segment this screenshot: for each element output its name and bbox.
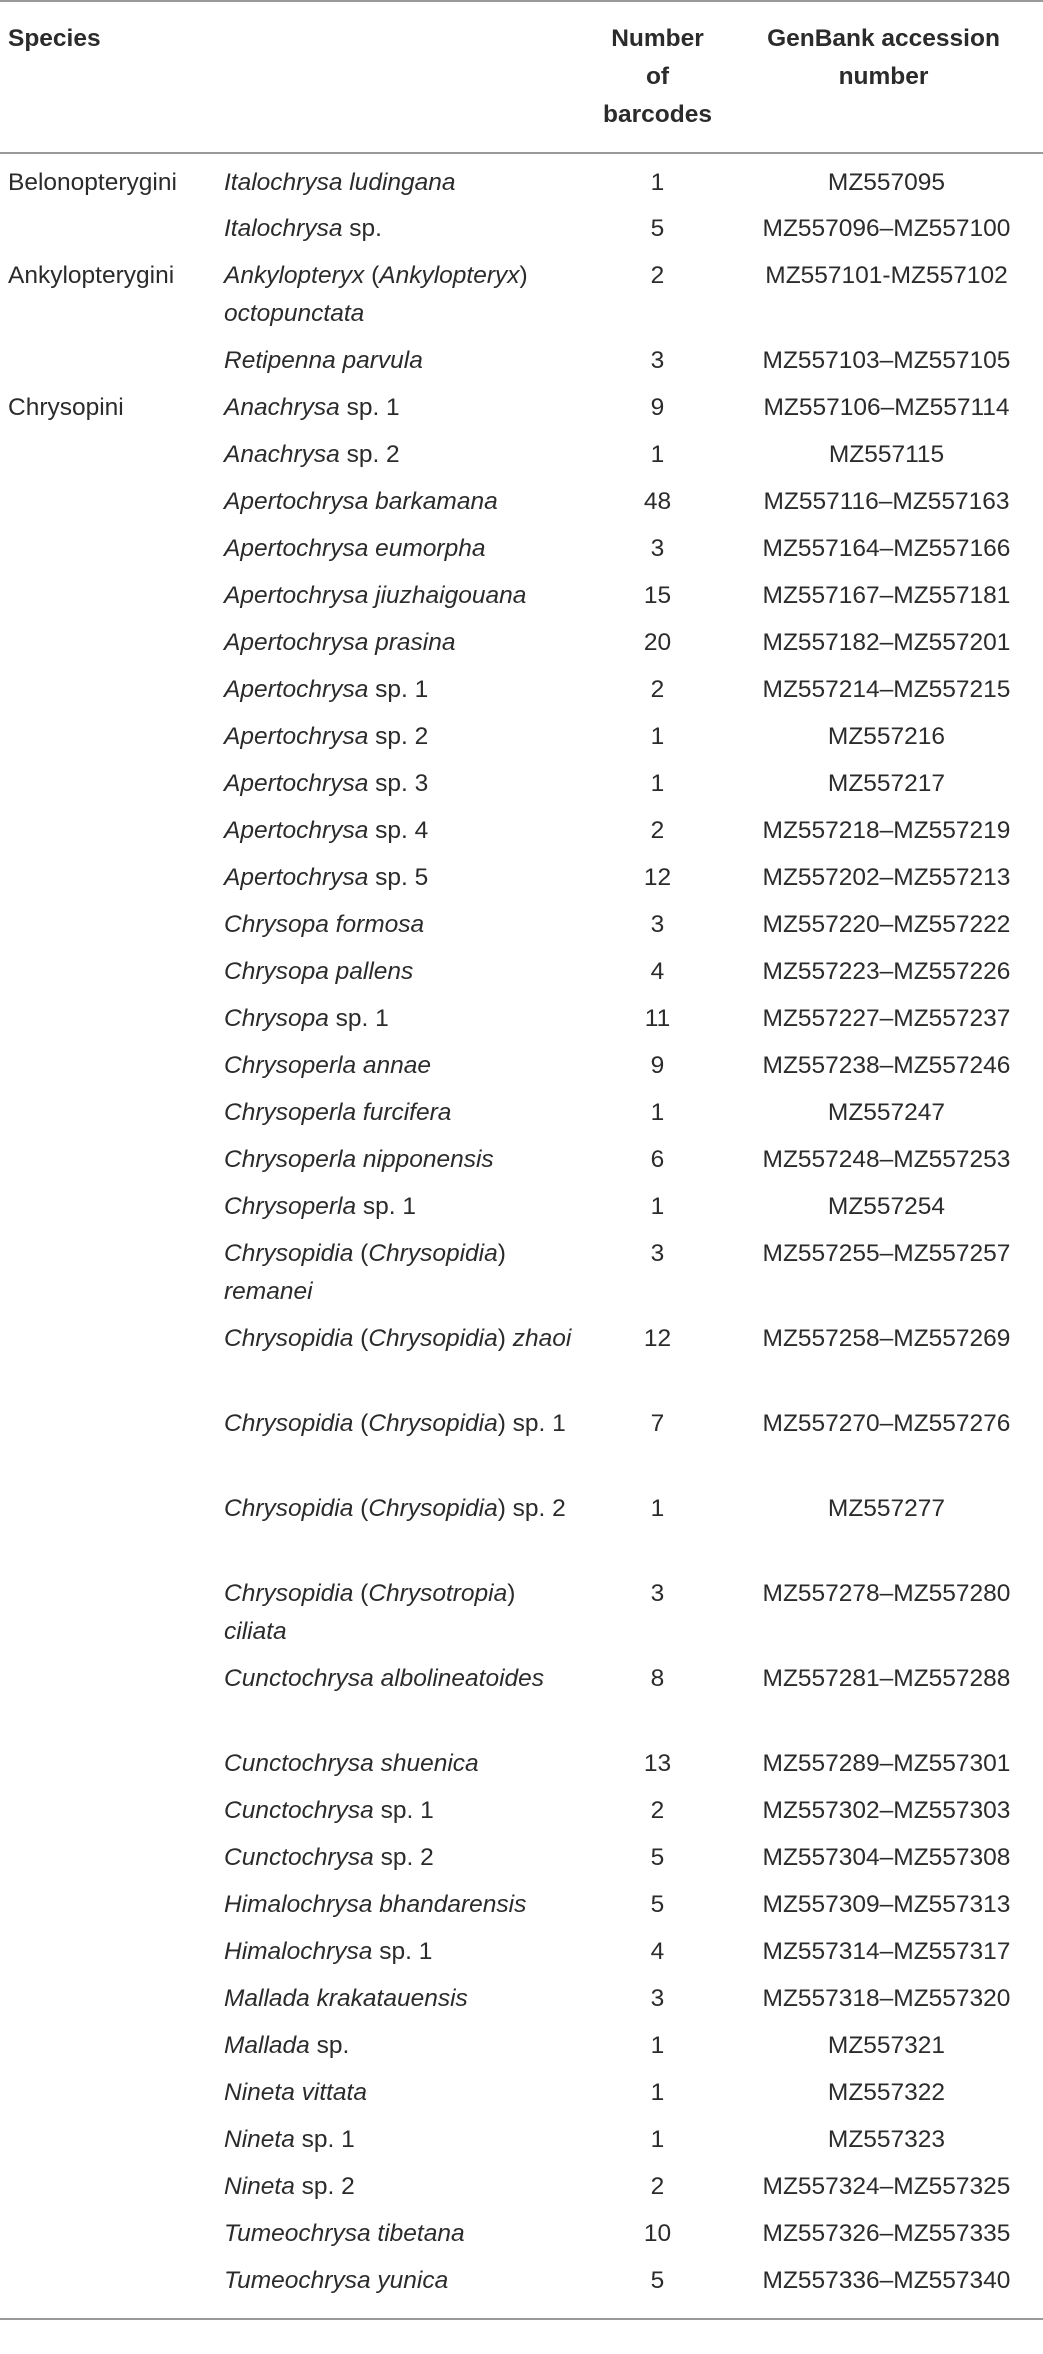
tribe-cell	[0, 718, 222, 765]
species-name-italic: Chrysopidia	[368, 1495, 498, 1522]
table-row	[0, 1745, 1043, 1792]
table-row	[0, 1047, 1043, 1094]
species-name-italic: Italochrysa	[224, 215, 343, 242]
species-name-italic: Himalochrysa bhandarensis	[224, 1891, 527, 1918]
species-name-italic: Tumeochrysa yunica	[224, 2267, 449, 2294]
tribe-cell	[0, 530, 222, 577]
species-cell	[222, 257, 585, 342]
species-name-text: sp.	[309, 2032, 350, 2059]
species-cell	[222, 2262, 585, 2319]
barcode-count-cell: 5	[650, 1891, 665, 1918]
accession-cell: MZ557304–MZ557308	[762, 1844, 1011, 1871]
species-name-italic: Ankylopteryx	[224, 262, 365, 289]
table-row	[0, 1980, 1043, 2027]
species-cell	[222, 1047, 585, 1094]
barcode-count-cell: 12	[643, 864, 672, 891]
species-cell	[222, 1933, 585, 1980]
tribe-cell	[0, 953, 222, 1000]
barcode-count-cell: 6	[650, 1146, 665, 1173]
accession-cell: MZ557255–MZ557257	[762, 1240, 1011, 1267]
table-row	[0, 718, 1043, 765]
species-name-italic: Himalochrysa	[224, 1938, 373, 1965]
accession-cell: MZ557314–MZ557317	[762, 1938, 1011, 1965]
barcode-count-cell: 1	[650, 1495, 665, 1522]
accession-cell: MZ557202–MZ557213	[762, 864, 1011, 891]
table-row	[0, 1792, 1043, 1839]
table-row	[0, 953, 1043, 1000]
barcode-count-cell: 4	[650, 958, 665, 985]
accession-cell: MZ557182–MZ557201	[762, 629, 1011, 656]
barcode-count-cell: 1	[650, 723, 665, 750]
barcode-count-cell: 1	[650, 770, 665, 797]
accession-cell: MZ557106–MZ557114	[763, 394, 1010, 421]
accession-cell: MZ557321	[827, 2032, 946, 2059]
tribe-cell	[0, 1660, 222, 1745]
tribe-cell: Chrysopini	[8, 394, 124, 421]
species-name-italic: Apertochrysa	[224, 770, 369, 797]
species-name-text: sp. 4	[368, 817, 429, 844]
accession-cell: MZ557116–MZ557163	[763, 488, 1010, 515]
table-row	[0, 483, 1043, 530]
species-cell	[222, 210, 585, 257]
barcode-count-cell: 5	[650, 1844, 665, 1871]
tribe-cell	[0, 1141, 222, 1188]
species-cell	[222, 2074, 585, 2121]
tribe-cell	[0, 1320, 222, 1405]
tribe-cell	[0, 1933, 222, 1980]
species-cell	[222, 859, 585, 906]
table-row	[0, 1839, 1043, 1886]
barcode-count-cell: 3	[650, 347, 665, 374]
species-cell	[222, 765, 585, 812]
species-name-italic: Chrysoperla furcifera	[224, 1099, 452, 1126]
accession-cell: MZ557214–MZ557215	[762, 676, 1011, 703]
species-name-text: sp. 1	[339, 394, 400, 421]
accession-cell: MZ557258–MZ557269	[762, 1325, 1011, 1352]
table-row	[0, 1141, 1043, 1188]
accession-cell: MZ557309–MZ557313	[762, 1891, 1011, 1918]
species-cell	[222, 1490, 585, 1575]
species-cell	[222, 2215, 585, 2262]
table-row	[0, 1235, 1043, 1320]
table-row	[0, 153, 1043, 210]
species-cell	[222, 953, 585, 1000]
species-name-text: sp. 1	[368, 676, 429, 703]
species-name-italic: octopunctata	[224, 300, 365, 327]
species-name-italic: Ankylopteryx	[379, 262, 520, 289]
table-row	[0, 1490, 1043, 1575]
table-row	[0, 436, 1043, 483]
accession-cell: MZ557101-MZ557102	[765, 262, 1008, 289]
accession-cell: MZ557248–MZ557253	[762, 1146, 1011, 1173]
barcode-count-cell: 48	[643, 488, 672, 515]
species-name-text: sp.	[342, 215, 382, 242]
tribe-cell	[0, 1490, 222, 1575]
tribe-cell	[0, 1839, 222, 1886]
species-cell	[222, 436, 585, 483]
barcode-count-cell: 2	[650, 2173, 665, 2200]
table-row	[0, 2121, 1043, 2168]
barcode-count-cell: 1	[650, 2079, 665, 2106]
barcode-count-cell: 20	[643, 629, 672, 656]
species-name-italic: Apertochrysa	[224, 723, 369, 750]
header-genbank-accession	[730, 1, 1043, 153]
species-name-text: )	[497, 1325, 513, 1352]
tribe-cell	[0, 2121, 222, 2168]
species-name-text: )	[519, 262, 528, 289]
species-name-italic: Cunctochrysa albolineatoides	[224, 1665, 545, 1692]
header-number-of-barcodes	[585, 1, 730, 153]
species-name-text: sp. 1	[328, 1005, 389, 1032]
table-row	[0, 624, 1043, 671]
accession-cell: MZ557323	[827, 2126, 946, 2153]
species-name-text: sp. 1	[373, 1797, 434, 1824]
species-cell	[222, 1886, 585, 1933]
tribe-cell	[0, 1047, 222, 1094]
table-row	[0, 671, 1043, 718]
species-name-text: sp. 2	[368, 723, 429, 750]
tribe-cell	[0, 2262, 222, 2319]
species-name-text: sp. 2	[339, 441, 400, 468]
species-name-italic: zhaoi	[512, 1325, 572, 1352]
tribe-cell	[0, 859, 222, 906]
species-name-text: (	[353, 1240, 369, 1267]
species-cell	[222, 1660, 585, 1745]
species-name-italic: Mallada	[224, 2032, 310, 2059]
table-body	[0, 153, 1043, 2319]
header-number-line-2: of	[645, 63, 670, 90]
species-name-italic: Chrysoperla annae	[224, 1052, 432, 1079]
species-name-italic: Apertochrysa	[224, 817, 369, 844]
barcode-count-cell: 4	[650, 1938, 665, 1965]
accession-cell: MZ557164–MZ557166	[762, 535, 1011, 562]
species-name-text: sp. 1	[372, 1938, 433, 1965]
barcode-count-cell: 3	[650, 911, 665, 938]
tribe-cell	[0, 812, 222, 859]
accession-cell: MZ557336–MZ557340	[730, 2262, 1043, 2319]
tribe-cell	[0, 765, 222, 812]
species-name-text: )	[497, 1240, 506, 1267]
species-name-italic: Chrysopa pallens	[224, 958, 414, 985]
tribe-cell	[0, 342, 222, 389]
barcode-count-cell: 2	[650, 262, 665, 289]
barcode-count-cell: 3	[650, 1985, 665, 2012]
species-name-italic: Chrysotropia	[368, 1580, 508, 1607]
barcode-count-cell: 15	[643, 582, 672, 609]
table-row	[0, 210, 1043, 257]
species-cell	[222, 2121, 585, 2168]
species-name-italic: Retipenna parvula	[224, 347, 423, 374]
species-name-italic: Chrysopidia	[368, 1410, 498, 1437]
species-name-text: sp. 3	[368, 770, 429, 797]
table-row	[0, 1094, 1043, 1141]
tribe-cell	[0, 1792, 222, 1839]
table-row	[0, 906, 1043, 953]
species-name-italic: Chrysopidia	[224, 1580, 354, 1607]
barcode-count-cell: 9	[650, 394, 665, 421]
accession-cell: MZ557281–MZ557288	[762, 1665, 1011, 1692]
table-row	[0, 1886, 1043, 1933]
table-row	[0, 1320, 1043, 1405]
species-name-text: sp. 1	[356, 1193, 417, 1220]
tribe-cell	[0, 1188, 222, 1235]
table-header	[0, 1, 1043, 153]
barcode-count-cell: 10	[643, 2220, 672, 2247]
accession-cell: MZ557227–MZ557237	[762, 1005, 1011, 1032]
species-name-text: sp. 5	[368, 864, 429, 891]
accession-cell: MZ557322	[827, 2079, 946, 2106]
species-cell	[222, 1188, 585, 1235]
accession-cell: MZ557254	[827, 1193, 946, 1220]
tribe-cell	[0, 210, 222, 257]
species-cell	[222, 1235, 585, 1320]
species-name-italic: Chrysoperla	[224, 1193, 357, 1220]
barcode-count-cell: 3	[650, 535, 665, 562]
species-cell	[222, 530, 585, 577]
table-row	[0, 389, 1043, 436]
barcode-count-cell: 12	[643, 1325, 672, 1352]
species-cell	[222, 1575, 585, 1660]
species-cell	[222, 624, 585, 671]
species-cell	[222, 2027, 585, 2074]
tribe-cell	[0, 624, 222, 671]
species-cell	[222, 1405, 585, 1490]
accession-cell: MZ557324–MZ557325	[762, 2173, 1011, 2200]
tribe-cell	[0, 483, 222, 530]
tribe-cell	[0, 1575, 222, 1660]
species-name-italic: Nineta	[224, 2126, 295, 2153]
species-name-text: (	[353, 1495, 369, 1522]
barcode-count-cell: 2	[650, 676, 665, 703]
species-cell	[222, 483, 585, 530]
species-name-text: (	[353, 1410, 369, 1437]
species-cell	[222, 1745, 585, 1792]
species-name-italic: Anachrysa	[224, 394, 340, 421]
species-name-text: sp. 1	[294, 2126, 355, 2153]
header-row	[0, 1, 1043, 153]
species-name-text: ) sp. 2	[497, 1495, 566, 1522]
barcode-count-cell: 1	[650, 1099, 665, 1126]
accession-cell: MZ557095	[827, 169, 946, 196]
accession-cell: MZ557238–MZ557246	[762, 1052, 1011, 1079]
tribe-cell	[0, 2027, 222, 2074]
species-cell	[222, 812, 585, 859]
species-name-italic: Cunctochrysa	[224, 1797, 374, 1824]
species-name-italic: Chrysopa	[224, 1005, 329, 1032]
species-cell	[222, 389, 585, 436]
species-cell	[222, 1000, 585, 1047]
species-name-italic: Apertochrysa prasina	[224, 629, 456, 656]
header-accession-line-1: GenBank accession	[767, 25, 1000, 52]
header-number-line-3: barcodes	[603, 101, 712, 128]
accession-cell: MZ557289–MZ557301	[762, 1750, 1011, 1777]
species-cell	[222, 577, 585, 624]
species-name-text: (	[353, 1580, 369, 1607]
barcode-count-cell: 1	[650, 169, 665, 196]
tribe-cell	[0, 577, 222, 624]
table-row	[0, 2168, 1043, 2215]
tribe-cell: Belonopterygini	[8, 169, 177, 196]
species-name-italic: remanei	[224, 1278, 313, 1305]
species-name-italic: Apertochrysa barkamana	[224, 488, 498, 515]
tribe-cell	[0, 1094, 222, 1141]
species-name-italic: Tumeochrysa tibetana	[224, 2220, 465, 2247]
tribe-cell	[0, 2215, 222, 2262]
species-name-text: ) sp. 1	[497, 1410, 566, 1437]
species-name-italic: Chrysopidia	[224, 1410, 354, 1437]
tribe-cell	[0, 2074, 222, 2121]
barcode-count-cell: 5	[585, 2262, 730, 2319]
accession-cell: MZ557270–MZ557276	[762, 1410, 1011, 1437]
table-row	[0, 1188, 1043, 1235]
header-accession-line-2: number	[838, 63, 929, 90]
accession-cell: MZ557326–MZ557335	[762, 2220, 1011, 2247]
accession-cell: MZ557167–MZ557181	[762, 582, 1011, 609]
species-cell	[222, 153, 585, 210]
tribe-cell	[0, 1405, 222, 1490]
barcode-count-cell: 11	[644, 1005, 671, 1032]
accession-cell: MZ557247	[827, 1099, 946, 1126]
barcode-count-cell: 7	[650, 1410, 665, 1437]
species-name-italic: Apertochrysa eumorpha	[224, 535, 486, 562]
barcode-count-cell: 13	[643, 1750, 672, 1777]
species-name-italic: Chrysopa formosa	[224, 911, 425, 938]
species-cell	[222, 342, 585, 389]
tribe-cell: Ankylopterygini	[8, 262, 175, 289]
table-row	[0, 2074, 1043, 2121]
accession-cell: MZ557103–MZ557105	[762, 347, 1011, 374]
species-cell	[222, 1792, 585, 1839]
tribe-cell	[0, 1886, 222, 1933]
header-species: Species	[0, 1, 585, 153]
species-name-italic: Cunctochrysa	[224, 1844, 374, 1871]
barcode-count-cell: 9	[650, 1052, 665, 1079]
species-name-text: )	[507, 1580, 516, 1607]
accession-cell: MZ557115	[828, 441, 945, 468]
species-cell	[222, 1980, 585, 2027]
species-name-italic: Anachrysa	[224, 441, 340, 468]
species-cell	[222, 1320, 585, 1405]
species-name-text: (	[364, 262, 380, 289]
accession-cell: MZ557220–MZ557222	[762, 911, 1011, 938]
accession-cell: MZ557278–MZ557280	[762, 1580, 1011, 1607]
accession-cell: MZ557216	[827, 723, 946, 750]
barcode-count-cell: 1	[650, 2126, 665, 2153]
barcode-count-cell: 1	[650, 2032, 665, 2059]
species-name-italic: Nineta vittata	[224, 2079, 367, 2106]
table-row	[0, 859, 1043, 906]
species-name-italic: Apertochrysa	[224, 864, 369, 891]
table-row	[0, 2027, 1043, 2074]
accession-cell: MZ557277	[827, 1495, 946, 1522]
barcode-count-cell: 2	[650, 1797, 665, 1824]
barcode-count-cell: 3	[650, 1240, 665, 1267]
table-row	[0, 2262, 1043, 2319]
barcode-count-cell: 2	[650, 817, 665, 844]
species-name-italic: Nineta	[224, 2173, 295, 2200]
barcode-count-cell: 1	[650, 1193, 665, 1220]
accession-cell: MZ557096–MZ557100	[762, 215, 1011, 242]
species-cell	[222, 1839, 585, 1886]
table-row	[0, 765, 1043, 812]
accession-cell: MZ557223–MZ557226	[762, 958, 1011, 985]
barcode-count-cell: 1	[650, 441, 665, 468]
tribe-cell	[0, 906, 222, 953]
species-name-italic: Chrysopidia	[368, 1325, 498, 1352]
table-row	[0, 812, 1043, 859]
header-number-line-1: Number	[611, 25, 704, 52]
species-cell	[222, 1094, 585, 1141]
accession-cell: MZ557217	[827, 770, 946, 797]
tribe-cell	[0, 436, 222, 483]
table-row	[0, 342, 1043, 389]
table-row	[0, 1405, 1043, 1490]
table-row	[0, 1575, 1043, 1660]
accession-cell: MZ557318–MZ557320	[762, 1985, 1011, 2012]
species-cell	[222, 1141, 585, 1188]
species-name-italic: Chrysopidia	[224, 1325, 354, 1352]
barcode-count-cell: 8	[650, 1665, 665, 1692]
tribe-cell	[0, 1000, 222, 1047]
species-cell	[222, 671, 585, 718]
table-row	[0, 577, 1043, 624]
tribe-cell	[0, 671, 222, 718]
species-name-text: sp. 2	[373, 1844, 434, 1871]
species-name-italic: ciliata	[224, 1618, 287, 1645]
species-name-text: (	[353, 1325, 369, 1352]
species-name-italic: Mallada krakatauensis	[224, 1985, 468, 2012]
species-cell	[222, 718, 585, 765]
table-row	[0, 1000, 1043, 1047]
species-name-italic: Chrysopidia	[224, 1240, 354, 1267]
table-row	[0, 530, 1043, 577]
species-cell	[222, 906, 585, 953]
species-name-italic: Chrysopidia	[368, 1240, 498, 1267]
table-row	[0, 1660, 1043, 1745]
species-name-italic: Chrysopidia	[224, 1495, 354, 1522]
species-name-italic: Apertochrysa	[224, 676, 369, 703]
species-name-italic: Apertochrysa jiuzhaigouana	[224, 582, 527, 609]
species-name-italic: Cunctochrysa shuenica	[224, 1750, 479, 1777]
species-name-text: sp. 2	[294, 2173, 355, 2200]
species-name-italic: Italochrysa ludingana	[224, 169, 456, 196]
barcode-count-cell: 3	[650, 1580, 665, 1607]
barcode-count-cell: 5	[650, 215, 665, 242]
tribe-cell	[0, 2168, 222, 2215]
accession-cell: MZ557218–MZ557219	[762, 817, 1011, 844]
tribe-cell	[0, 1745, 222, 1792]
tribe-cell	[0, 1980, 222, 2027]
species-cell	[222, 2168, 585, 2215]
accession-cell: MZ557302–MZ557303	[762, 1797, 1011, 1824]
tribe-cell	[0, 1235, 222, 1320]
species-name-italic: Chrysoperla nipponensis	[224, 1146, 494, 1173]
table-row	[0, 1933, 1043, 1980]
table-row	[0, 257, 1043, 342]
table-row	[0, 2215, 1043, 2262]
